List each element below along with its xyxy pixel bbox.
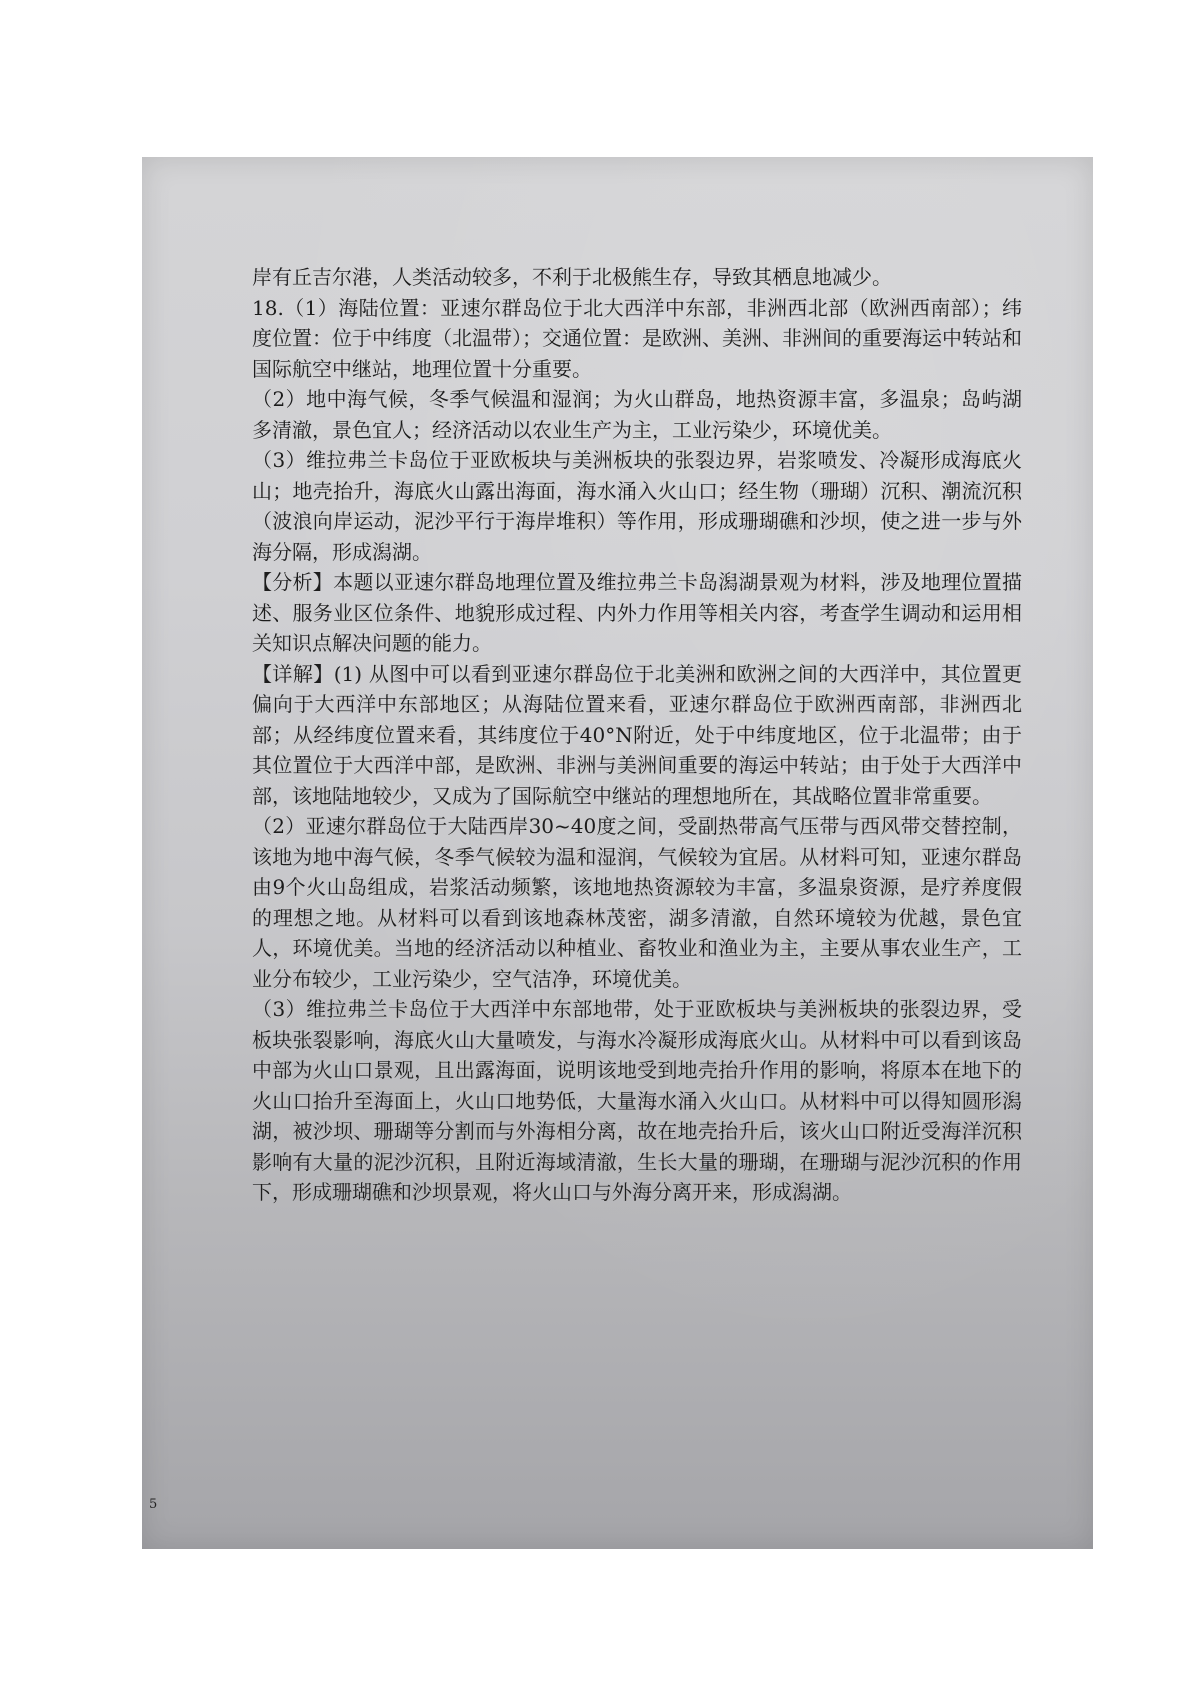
paragraph-detail-part3: （3）维拉弗兰卡岛位于大西洋中东部地带，处于亚欧板块与美洲板块的张裂边界，受板块张裂影响，海底火山大量喷发，与海水冷凝形成海底火山。从材料中可以看到该岛中部为火山口景观，且出露海面，说明该地受到地壳抬升作用的影响，将原本在地下的火山口抬升至海面上，火山口地势低，大量海水涌入火山口。从材料中可以得知圆形潟湖，被沙坝、珊瑚等分割而与外海相分离，故在地壳抬升后，该火山口附近受海洋沉积影响有大量的泥沙沉积，且附近海域清澈，生长大量的珊瑚，在珊瑚与泥沙沉积的作用下，形成珊瑚礁和沙坝景观，将火山口与外海分离开来，形成潟湖。: [252, 997, 1022, 1204]
paragraph-q18-part1: 18.（1）海陆位置：亚速尔群岛位于北大西洋中东部，非洲西北部（欧洲西南部）；纬度位置：位于中纬度（北温带）；交通位置：是欧洲、美洲、非洲间的重要海运中转站和国际航空中继站，地理位置十分重要。: [252, 295, 1022, 381]
paragraph-detail-part1: 【详解】(1) 从图中可以看到亚速尔群岛位于北美洲和欧洲之间的大西洋中，其位置更偏向于大西洋中东部地区；从海陆位置来看，亚速尔群岛位于欧洲西南部，非洲西北部；从经纬度位置来看，其纬度位于40°N附近，处于中纬度地区，位于北温带；由于其位置位于大西洋中部，是欧洲、非洲与美洲间重要的海运中转站；由于处于大西洋中部，该地陆地较少，又成为了国际航空中继站的理想地所在，其战略位置非常重要。: [252, 661, 1022, 808]
paragraph-detail-part2: （2）亚速尔群岛位于大陆西岸30~40度之间，受副热带高气压带与西风带交替控制，该地为地中海气候，冬季气候较为温和湿润，气候较为宜居。从材料可知，亚速尔群岛由9个火山岛组成，岩浆活动频繁，该地地热资源较为丰富，多温泉资源，是疗养度假的理想之地。从材料可以看到该地森林茂密，湖多清澈，自然环境较为优越，景色宜人，环境优美。当地的经济活动以种植业、畜牧业和渔业为主，主要从事农业生产，工业分布较少，工业污染少，空气洁净，环境优美。: [252, 814, 1022, 991]
paragraph-q18-part2: （2）地中海气候，冬季气候温和湿润；为火山群岛，地热资源丰富，多温泉；岛屿湖多清澈，景色宜人；经济活动以农业生产为主，工业污染少，环境优美。: [252, 387, 1022, 442]
paragraph-continuation: 岸有丘吉尔港，人类活动较多，不利于北极熊生存，导致其栖息地减少。: [252, 265, 892, 289]
paragraph-analysis: 【分析】本题以亚速尔群岛地理位置及维拉弗兰卡岛潟湖景观为材料，涉及地理位置描述、服务业区位条件、地貌形成过程、内外力作用等相关内容，考查学生调动和运用相关知识点解决问题的能力。: [252, 570, 1022, 655]
page-number: 5: [149, 1497, 158, 1512]
answer-text-block: [252, 262, 1022, 1208]
paragraph-q18-part3: （3）维拉弗兰卡岛位于亚欧板块与美洲板块的张裂边界，岩浆喷发、冷凝形成海底火山；地壳抬升，海底火山露出海面，海水涌入火山口；经生物（珊瑚）沉积、潮流沉积（波浪向岸运动，泥沙平行于海岸堆积）等作用，形成珊瑚礁和沙坝，使之进一步与外海分隔，形成潟湖。: [252, 448, 1022, 564]
paper-sheet: [142, 157, 1093, 1549]
